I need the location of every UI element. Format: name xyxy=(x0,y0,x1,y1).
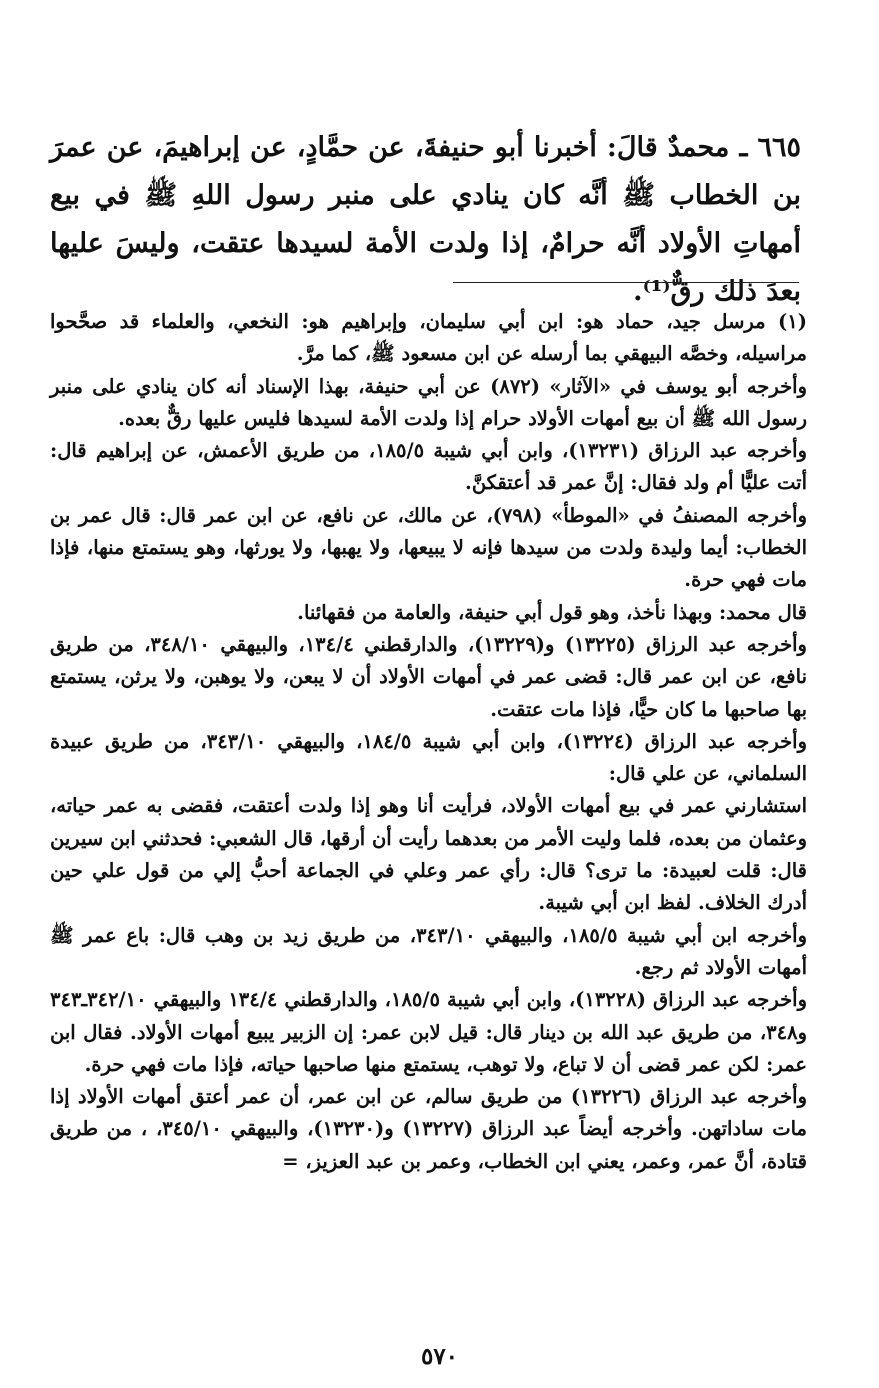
hadith-text: محمدٌ قالَ: أخبرنا أبو حنيفةَ، عن حمَّادٍ، عن إبراهيمَ، عن عمرَ بن الخطاب ﷺ أنَّه كان ينادي على منبر رسول اللهِ ﷺ في بيع أمهاتِ الأولاد أنَّه حرامٌ، إذا ولدت الأمة لسيدها عتقت، وليسَ عليها بعدَ ذلك رقٌّ⁽¹⁾. xyxy=(50,132,801,307)
footnote-paragraph: وأخرجه عبد الرزاق (١٣٢٢٨)، وابن أبي شيبة ١٨٥/٥، والدارقطني ١٣٤/٤ والبيهقي ٣٤٢/١٠ـ٣٤٣ و٣٤٨، من طريق عبد الله بن دينار قال: قيل لابن عمر: إن الزبير يبيع أمهات الأولاد. فقال ابن عمر: لكن عمر قضى أن لا تباع، ولا توهب، يستمتع منها صاحبها حياته، فإذا مات فهي حرة. xyxy=(50,988,807,1076)
footnote-paragraph: وأخرجه ابن أبي شيبة ١٨٥/٥، والبيهقي ٣٤٣/١٠، من طريق زيد بن وهب قال: باع عمر ﷺ أمهات الأولاد ثم رجع. xyxy=(50,923,807,979)
footnote-paragraph: قال محمد: وبهذا نأخذ، وهو قول أبي حنيفة، والعامة من فقهائنا. xyxy=(297,600,807,624)
footnotes-section xyxy=(50,306,807,1178)
footnote-paragraph: وأخرجه عبد الرزاق (١٣٢٢٤)، وابن أبي شيبة ١٨٤/٥، والبيهقي ٣٤٣/١٠، من طريق عبيدة السلماني، عن علي قال: xyxy=(50,729,807,786)
footnote-paragraph: وأخرجه أبو يوسف في «الآثار» (٨٧٢) عن أبي حنيفة، بهذا الإسناد أنه كان ينادي على منبر رسول الله ﷺ أن بيع أمهات الأولاد حرام إذا ولدت الأمة لسيدها فليس عليها رقٌّ بعده. xyxy=(50,374,808,430)
footnote-paragraph: وأخرجه المصنفُ في «الموطأ» (٧٩٨)، عن مالك، عن نافع، عن ابن عمر قال: قال عمر بن الخطاب: أيما وليدة ولدت من سيدها فإنه لا يبيعها، ولا يهبها، ولا يورثها، وهو يستمتع منها، فإذا مات فهي حرة. xyxy=(50,503,807,592)
footnote-paragraph: استشارني عمر في بيع أمهات الأولاد، فرأيت أنا وهو إذا ولدت أعتقت، فقضى به عمر حياته، وعثمان من بعده، فلما وليت الأمر من بعدهما رأيت أن أرقها، قال الشعبي: فحدثني ابن سيرين قال: قلت لعبيدة: ما ترى؟ قال: رأي عمر وعلي في الجماعة أحبُّ إلي من قول علي حين أدرك الخلاف. لفظ ابن أبي شيبة. xyxy=(50,794,807,915)
footnote-paragraph: وأخرجه عبد الرزاق (١٣٢٢٦) من طريق سالم، عن ابن عمر، أن عمر أعتق أمهات الأولاد إذا مات ساداتهن. وأخرجه أيضاً عبد الرزاق (١٣٢٢٧) و(١٣٢٣٠)، والبيهقي ٣٤٥/١٠، ، من طريق قتادة، أنَّ عمر، وعمر، يعني ابن الخطاب، وعمر بن عبد العزيز، = xyxy=(50,1085,808,1173)
hadith-number: ٦٦٥ ـ xyxy=(739,132,801,163)
page-number: ٥٧٠ xyxy=(420,1343,459,1370)
footnote-divider xyxy=(453,282,799,283)
footnote-paragraph: وأخرجه عبد الرزاق (١٣٢٢٥) و(١٣٢٢٩)، والدارقطني ١٣٤/٤، والبيهقي ٣٤٨/١٠، من طريق نافع، عن ابن عمر قال: قضى عمر في أمهات الأولاد أن لا يبعن، ولا يوهبن، ولا يرثن، يستمتع بها صاحبها ما كان حيًّا، فإذا مات عتقت. xyxy=(50,632,807,721)
hadith-paragraph xyxy=(50,124,801,316)
footnote-paragraph: وأخرجه عبد الرزاق (١٣٢٣١)، وابن أبي شيبة ١٨٥/٥، من طريق الأعمش، عن إبراهيم قال: أتت عليًّا أم ولد فقال: إنَّ عمر قد أعتقكنَّ. xyxy=(50,439,807,495)
footnote-paragraph: (١) مرسل جيد، حماد هو: ابن أبي سليمان، وإبراهيم هو: النخعي، والعلماء قد صحَّحوا مراسيله، وخصَّه البيهقي بما أرسله عن ابن مسعود ﷺ، كما مرَّ. xyxy=(50,310,807,366)
